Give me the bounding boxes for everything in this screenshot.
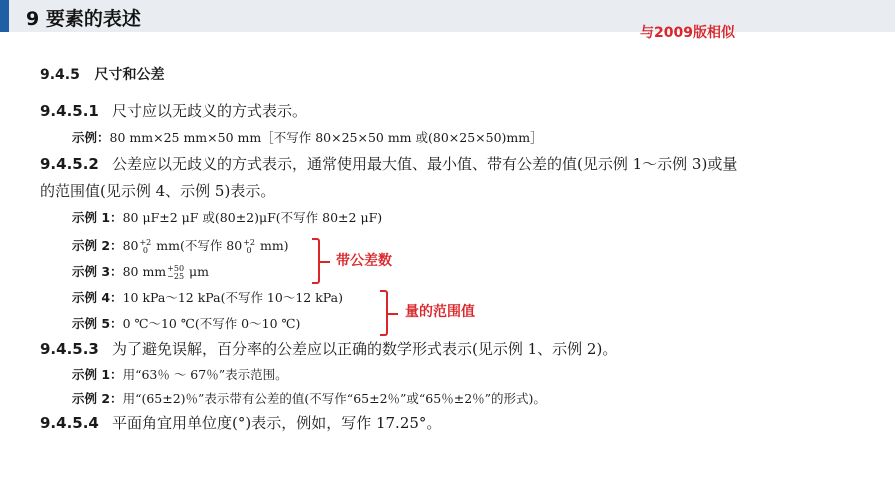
tolerance-lower: 0 (246, 245, 252, 255)
tolerance-upper: +2 (243, 237, 255, 247)
c3-example-2 (72, 389, 546, 407)
clause-number: 9.4.5.4 (40, 414, 99, 432)
clause-9-4-5-1 (40, 100, 307, 121)
clause-number: 9.4.5.3 (40, 340, 99, 358)
example-value: 80 mm (122, 264, 167, 279)
clause-text: 平面角宜用单位度(°)表示，例如，写作 17.25°。 (112, 414, 442, 432)
example-text: 0 ℃～10 ℃(不写作 0～10 ℃) (122, 316, 301, 331)
c2-example-1 (72, 208, 382, 226)
clause-number: 9.4.5.1 (40, 102, 99, 120)
example-label: 示例 4： (72, 290, 123, 305)
range-bracket (380, 290, 388, 336)
example-label: 示例 1： (72, 367, 123, 382)
example-label: 示例： (72, 130, 110, 145)
section-title: 尺寸和公差 (94, 67, 165, 83)
example-text: 用“(65±2)％”表示带有公差的值(不写作“65±2％”或“65％±2％”的形式)。 (122, 391, 546, 406)
c2-example-4 (72, 288, 343, 306)
slide-title: 9 要素的表述 (26, 8, 141, 30)
clause-text-line2: 的范围值(见示例 4、示例 5)表示。 (40, 182, 276, 200)
range-annotation: 量的范围值 (405, 304, 475, 320)
tolerance-lower: 0 (142, 245, 148, 255)
c2-example-5 (72, 314, 300, 332)
tolerance-stack (167, 265, 184, 281)
tolerance-upper: +2 (139, 237, 152, 247)
tolerance-stack (243, 239, 255, 255)
c2-example-3 (72, 262, 209, 281)
example-text: μm (185, 264, 209, 279)
example-text: 80 mm×25 mm×50 mm［不写作 80×25×50 mm 或(80×25×50)mm］ (109, 130, 543, 145)
tolerance-bracket (312, 238, 320, 284)
example-text: mm(不写作 80 (152, 238, 243, 253)
clause-9-4-5-4 (40, 412, 441, 433)
section-heading (40, 64, 165, 84)
example-text: 80 μF±2 μF 或(80±2)μF(不写作 80±2 μF) (122, 210, 383, 225)
example-label: 示例 3： (72, 264, 123, 279)
clause-text-line1: 公差应以无歧义的方式表示，通常使用最大值、最小值、带有公差的值(见示例 1～示例 3)或量 (112, 155, 738, 173)
tolerance-annotation: 带公差数 (336, 253, 392, 269)
example-label: 示例 1： (72, 210, 123, 225)
tolerance-lower: −25 (167, 271, 185, 281)
clause-9-4-5-2 (40, 153, 737, 174)
clause-text: 为了避免误解，百分率的公差应以正确的数学形式表示(见示例 1、示例 2)。 (112, 340, 618, 358)
example-label: 示例 2： (72, 391, 123, 406)
example-text: 用“63％ ～ 67％”表示范围。 (122, 367, 288, 382)
header-accent-bar (0, 0, 9, 32)
c2-example-2 (72, 236, 289, 255)
example-label: 示例 2： (72, 238, 123, 253)
tolerance-stack (139, 239, 151, 255)
c1-example (72, 128, 543, 146)
version-note: 与2009版相似 (640, 25, 735, 41)
clause-text: 尺寸应以无歧义的方式表示。 (112, 102, 308, 120)
clause-9-4-5-2-cont (40, 180, 275, 201)
example-text: mm) (256, 238, 289, 253)
c3-example-1 (72, 365, 288, 383)
example-value: 80 (122, 238, 139, 253)
clause-9-4-5-3 (40, 338, 617, 359)
section-number: 9.4.5 (40, 67, 80, 83)
example-text: 10 kPa～12 kPa(不写作 10～12 kPa) (122, 290, 343, 305)
example-label: 示例 5： (72, 316, 123, 331)
tolerance-upper: +50 (167, 263, 185, 273)
clause-number: 9.4.5.2 (40, 155, 99, 173)
